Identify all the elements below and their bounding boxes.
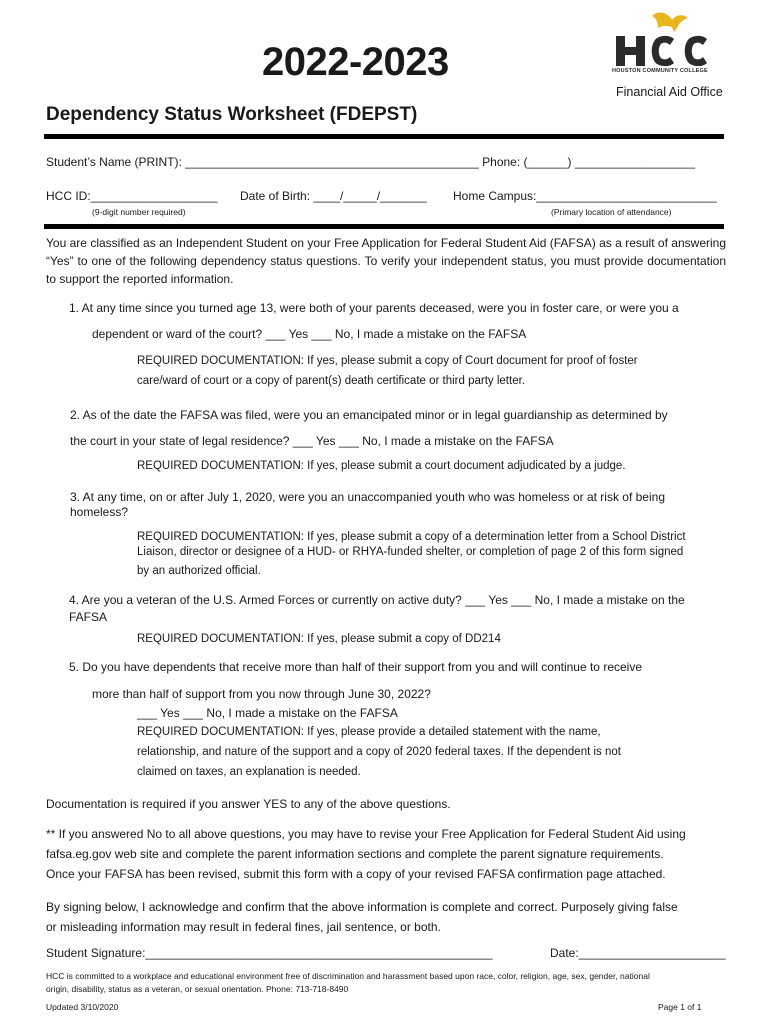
campus-note: (Primary location of attendance): [551, 207, 672, 217]
q5-answer[interactable]: ___ Yes ___ No, I made a mistake on the FAFSA: [137, 706, 398, 720]
hcc-logo: [612, 8, 732, 88]
header-divider: [44, 134, 724, 139]
disclaimer-line-2: origin, disability, status as a veteran, or sexual orientation. Phone: 713-718-8490: [46, 984, 349, 994]
q3-doc-3: by an authorized official.: [137, 565, 261, 577]
revise-line-3: Once your FAFSA has been revised, submit this form with a copy of your revised FAFSA confirmation page attached.: [46, 867, 666, 881]
page-number: Page 1 of 1: [658, 1002, 702, 1012]
q4-doc: REQUIRED DOCUMENTATION: If yes, please submit a copy of DD214: [137, 633, 501, 645]
revise-line-2: fafsa.eg.gov web site and complete the parent information sections and complete the parent signature requirements.: [46, 847, 664, 861]
revise-line-1: ** If you answered No to all above questions, you may have to revise your Free Application for Federal Student Aid using: [46, 827, 686, 841]
q1-doc: REQUIRED DOCUMENTATION: If yes, please submit a copy of Court document for proof of foster: [137, 355, 638, 367]
q3-doc: REQUIRED DOCUMENTATION: If yes, please submit a copy of a determination letter from a School District: [137, 531, 686, 543]
dob-field[interactable]: Date of Birth: ____/_____/_______: [240, 189, 427, 203]
ack-line-1: By signing below, I acknowledge and confirm that the above information is complete and correct. Purposely giving false: [46, 900, 678, 914]
hccid-field[interactable]: HCC ID:___________________: [46, 189, 218, 203]
q4-text-2: FAFSA: [69, 610, 108, 624]
q5-doc-3: claimed on taxes, an explanation is needed.: [137, 766, 361, 778]
fields-divider: [44, 224, 724, 229]
q2-answer[interactable]: the court in your state of legal residence? ___ Yes ___ No, I made a mistake on the FAFSA: [70, 434, 554, 448]
office-label: Financial Aid Office: [616, 85, 723, 99]
q5-text: 5. Do you have dependents that receive more than half of their support from you and will continue to receive: [69, 660, 642, 674]
signature-field[interactable]: Student Signature:____________________________________________________: [46, 946, 493, 960]
q1-doc-2: care/ward of court or a copy of parent(s) death certificate or third party letter.: [137, 375, 525, 387]
q1-answer[interactable]: dependent or ward of the court? ___ Yes ___ No, I made a mistake on the FAFSA: [92, 327, 527, 341]
q4-text[interactable]: 4. Are you a veteran of the U.S. Armed Forces or currently on active duty? ___ Yes ___ No, I made a mistake on the: [69, 593, 685, 607]
name-phone-field[interactable]: Student’s Name (PRINT): ____________________________________________ Phone: (______) __________________: [46, 155, 696, 169]
ack-line-2: or misleading information may result in federal fines, jail sentence, or both.: [46, 920, 441, 934]
intro-paragraph: You are classified as an Independent Student on your Free Application for Federal Student Aid (FAFSA) as a result of answering “Yes” to one of the following dependency status questions. To verify your independent status, you must provide documentation to support the reported information.: [46, 236, 726, 286]
updated-date: Updated 3/10/2020: [46, 1002, 119, 1012]
form-year: 2022-2023: [262, 40, 449, 84]
q3-doc-2: Liaison, director or designee of a HUD- or RHYA-funded shelter, or completion of page 2 of this form signed: [137, 546, 684, 558]
q2-text: 2. As of the date the FAFSA was filed, were you an emancipated minor or in legal guardianship as determined by: [70, 408, 668, 422]
doc-required-note: Documentation is required if you answer YES to any of the above questions.: [46, 797, 451, 811]
hccid-note: (9-digit number required): [92, 207, 186, 217]
q5-text-2: more than half of support from you now through June 30, 2022?: [92, 687, 431, 701]
q1-text: 1. At any time since you turned age 13, were both of your parents deceased, were you in foster care, or were you a: [69, 301, 679, 315]
q3-text-2: homeless?: [70, 505, 129, 519]
q2-doc: REQUIRED DOCUMENTATION: If yes, please submit a court document adjudicated by a judge.: [137, 460, 626, 472]
q3-text: 3. At any time, on or after July 1, 2020, were you an unaccompanied youth who was homeless or at risk of being: [70, 490, 665, 504]
hcc-logo-icon: [612, 8, 732, 88]
q5-doc-2: relationship, and nature of the support and a copy of 2020 federal taxes. If the dependent is not: [137, 746, 621, 758]
disclaimer-line-1: HCC is committed to a workplace and educational environment free of discrimination and harassment based upon race, color, religion, age, sex, gender, national: [46, 971, 650, 981]
campus-field[interactable]: Home Campus:___________________________: [453, 189, 717, 203]
page-title: Dependency Status Worksheet (FDEPST): [46, 104, 418, 125]
q5-doc: REQUIRED DOCUMENTATION: If yes, please provide a detailed statement with the name,: [137, 726, 601, 738]
logo-subtext: HOUSTON COMMUNITY COLLEGE: [612, 68, 708, 74]
date-field[interactable]: Date:______________________: [550, 946, 726, 960]
